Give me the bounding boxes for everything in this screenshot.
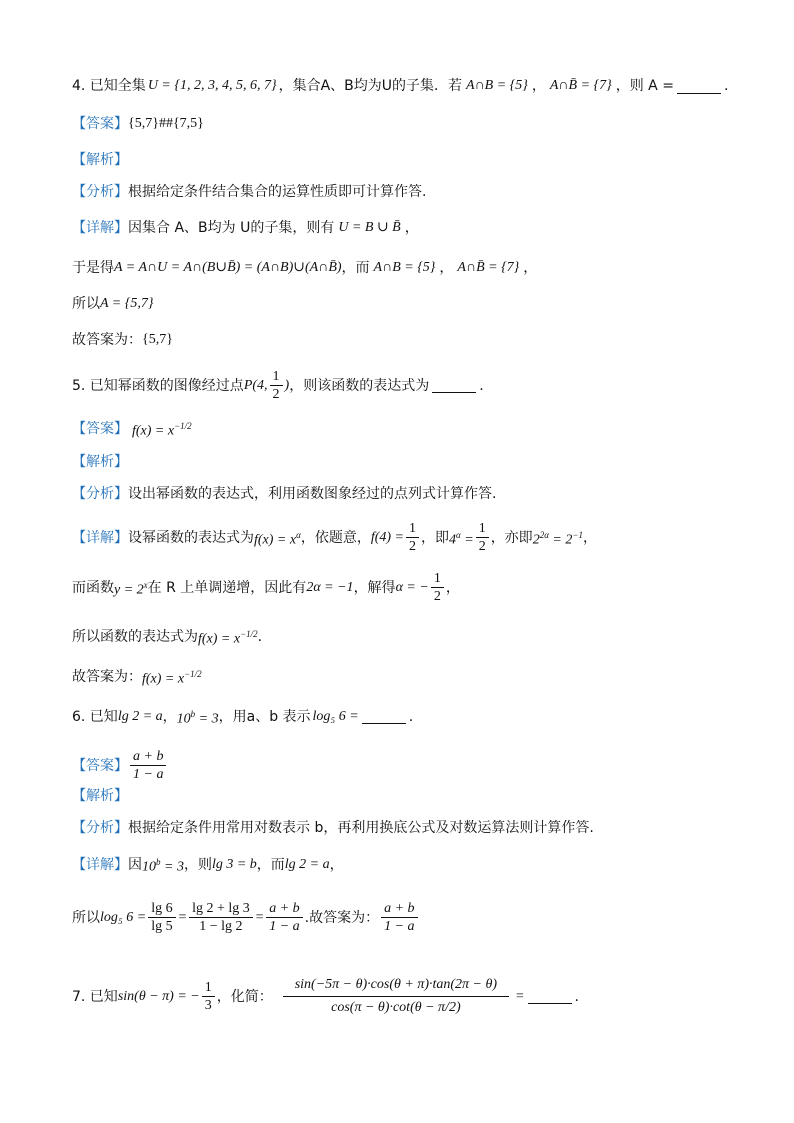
answer-blank <box>432 378 476 393</box>
q7-expression: $\frac{\sin(-5\pi - \theta)\cdot\cos(\theta + \pi)\cdot\tan(2\pi - \theta)}{\cos(\pi - \theta)\cdot\cot(\theta - \pi/2)}$ <box>283 974 509 1019</box>
q6-answer: 【答案】 $\frac{a + b}{1 - a}$ <box>72 748 168 783</box>
q5-answer: 【答案】 $f(x) = x^{-1/2}$ <box>72 420 192 439</box>
q6-fenxi: 【分析】 根据给定条件用常用对数表示 b，再利用换底公式及对数运算法则计算作答. <box>72 820 594 836</box>
q4-xiangjie-1: 【详解】 因集合 A、B均为 U的子集，则有 U = B ∪ B̄ ， <box>72 220 419 236</box>
q7-stem: 7. 已知 sin(θ − π) = − $\frac{1}{3}$ ，化简： $\frac{\sin(-5\pi - \theta)\cdot\cos(\theta + \pi)\cdot\tan(2\pi - \theta)}{\cos(\pi - \theta)\cdot\cot(\theta - \pi/2)}$ = . <box>72 974 579 1019</box>
q4-xiangjie-2: 于是得 A = A∩U = A∩(B∪B̄) = (A∩B)∪(A∩B̄) ，而 A∩B = {5} ， A∩B̄ = {7} ， <box>72 260 538 276</box>
q4-answer: 【答案】 {5,7}##{7,5} <box>72 116 204 132</box>
q4-final: 故答案为： {5,7} <box>72 332 173 348</box>
q6-xiangjie-1: 【详解】 因 $10^b = 3$ ，则 lg 3 = b ，而 lg 2 = a ， <box>72 856 344 875</box>
q6-analysis-label: 【解析】 <box>72 788 128 804</box>
q5-final: 故答案为： $f(x) = x^{-1/2}$ <box>72 668 202 687</box>
q4-xiangjie-3: 所以 A = {5,7} <box>72 296 154 312</box>
q6-xiangjie-2: 所以 log₅ 6 = $\frac{\lg 6}{\lg 5}$ = $\frac{\lg 2 + \lg 3}{1 - \lg 2}$ = $\frac{a + b}{1 - a}$ .故答案为： $\frac{a + b}{1 - a}$ <box>72 900 420 935</box>
q5-xiangjie-1: 【详解】 设幂函数的表达式为 $f(x) = x^\alpha$ ，依题意， f(4) = $\frac{1}{2}$ ，即 $4^\alpha$ = $\frac{1}{2}$ ，亦即 $2^{2\alpha} = 2^{-1}$ ， <box>72 521 597 554</box>
q4-analysis-label: 【解析】 <box>72 152 128 168</box>
q4-universal-set: U = {1, 2, 3, 4, 5, 6, 7} <box>147 78 277 93</box>
q5-analysis-label: 【解析】 <box>72 454 128 470</box>
answer-blank <box>677 79 721 94</box>
q5-stem: 5. 已知幂函数的图像经过点 P(4, $\frac{1}{2}$ ) ，则该函数的表达式为 . <box>72 369 484 402</box>
q5-fenxi: 【分析】 设出幂函数的表达式，利用函数图象经过的点列式计算作答. <box>72 486 497 502</box>
answer-blank <box>528 989 572 1004</box>
q6-stem: 6. 已知 lg 2 = a ， $10^b = 3$ ，用a、b 表示 log₅ 6 = . <box>72 708 414 727</box>
q4-fenxi: 【分析】 根据给定条件结合集合的运算性质即可计算作答. <box>72 184 427 200</box>
answer-blank <box>362 709 406 724</box>
q5-xiangjie-2: 而函数 $y = 2^x$ 在 R 上单调递增，因此有 2α = −1 ，解得 α = − $\frac{1}{2}$ ， <box>72 571 460 604</box>
q4-stem: 4. 已知全集 U = {1, 2, 3, 4, 5, 6, 7} ，集合A、B均为U的子集．若 A∩B = {5} ， A∩B̄ = {7} ，则 A = . <box>72 78 729 94</box>
q5-xiangjie-3: 所以函数的表达式为 $f(x) = x^{-1/2}$ . <box>72 628 263 647</box>
